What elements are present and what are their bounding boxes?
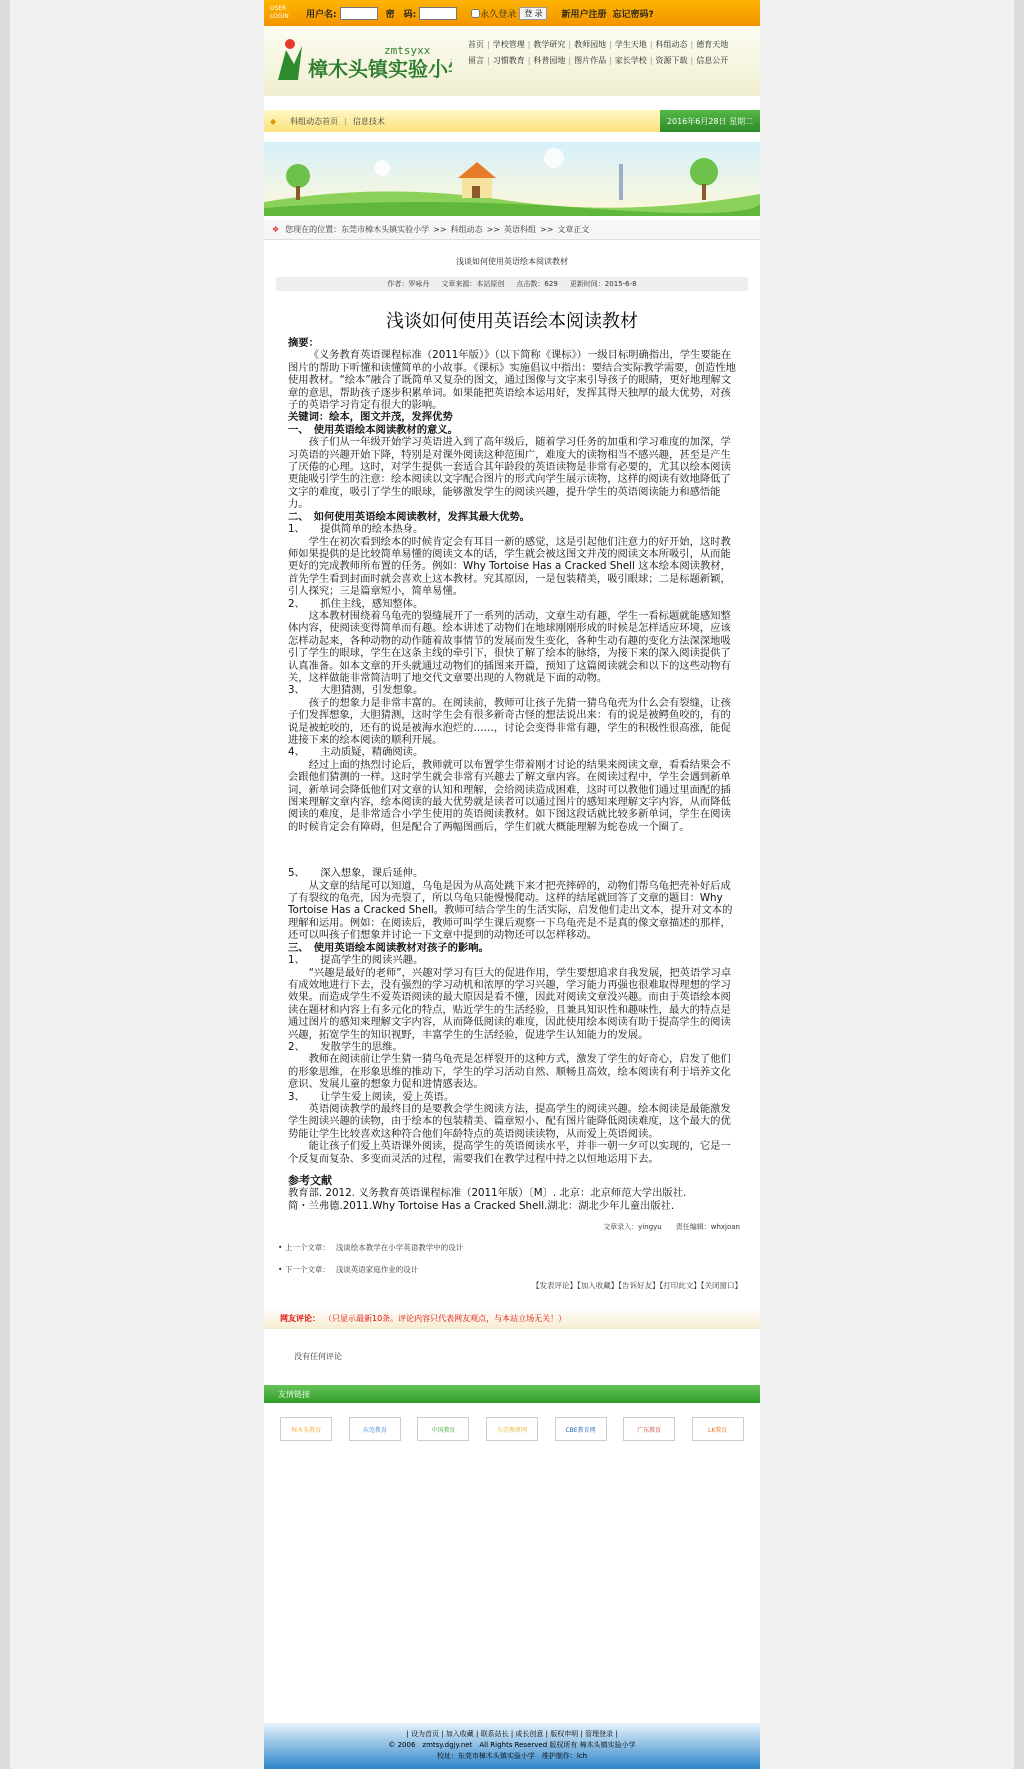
username-input[interactable] bbox=[340, 7, 378, 20]
nav-separator: | bbox=[527, 55, 531, 65]
left-page-edge bbox=[0, 0, 10, 1769]
nav-separator: | bbox=[487, 55, 490, 65]
username-label: 用户名: bbox=[306, 9, 337, 20]
separator: | bbox=[344, 116, 347, 126]
article-editor-info: 文章录入：yingyu 责任编辑：whxjoan bbox=[603, 1223, 740, 1232]
references-title: 参考文献 bbox=[288, 1174, 332, 1187]
section-2-3-paragraph: 孩子的想象力是非常丰富的。在阅读前，教师可让孩子先猜一猜乌龟壳为什么会有裂缝，让孩子们发挥想象，大胆猜测，这时学生会有很多新奇古怪的想法说出来：有的说是被鳄鱼咬的，有的说是被蛇咬的，还有的说是被海水泡烂的……，讨论会变得非常有趣，学生的积极性很高涨，能促进接下来的绘本阅读的顺利开展。 bbox=[288, 696, 731, 746]
breadcrumb-prefix: 您现在的位置： bbox=[285, 225, 342, 234]
friendly-link-logo[interactable]: LK教育 bbox=[692, 1417, 744, 1441]
breadcrumb-item-group-news[interactable]: 科组动态 bbox=[450, 225, 483, 234]
nav-item[interactable]: 科普园地 bbox=[533, 55, 566, 65]
nav-separator: | bbox=[568, 39, 572, 49]
section-2-4-title: 4、 主动质疑，精确阅读。 bbox=[288, 746, 424, 759]
footer-copyright: © 2006 zmtsy.dgjy.net All Rights Reserved 版权所有 樟木头镇实验小学 bbox=[388, 1741, 636, 1749]
date-display: 2016年6月28日 星期二 bbox=[660, 110, 760, 132]
friendly-link-logo[interactable]: 中国教育 bbox=[417, 1417, 469, 1441]
friendly-link-logo[interactable]: CBE教育网 bbox=[555, 1417, 607, 1441]
section-2-5-title: 5、 深入想象，课后延伸。 bbox=[288, 867, 424, 880]
remember-checkbox[interactable] bbox=[471, 9, 480, 18]
friendly-link-logo[interactable]: 东莞教育 bbox=[349, 1417, 401, 1441]
section-link-home[interactable]: 科组动态首页 bbox=[290, 116, 339, 126]
keywords: 关键词：绘本，图文并茂，发挥优势 bbox=[288, 411, 453, 424]
nav-item[interactable]: 资源下载 bbox=[655, 55, 688, 65]
article-mini-title: 浅谈如何使用英语绘本阅读教材 bbox=[456, 257, 568, 266]
footer-address: 校址：东莞市樟木头镇实验小学 维护制作：lch bbox=[436, 1752, 588, 1760]
reference-2: 简・兰弗德.2011.Why Tortoise Has a Cracked Shell.湖北：湖北少年儿童出版社. bbox=[288, 1199, 675, 1212]
section-2-2-paragraph: 这本教材围绕着乌龟壳的裂缝展开了一系列的活动，文章生动有趣，学生一看标题就能感知整体内容，使阅读变得简单而有趣。绘本讲述了动物们在地球刚刚形成的时候是怎样适应环境，应该怎样动起来，各种动物的动作随着故事情节的发展而发生变化，各种生动有趣的变化方法深深地吸引了学生的眼球，学生在这条主线的牵引下，很快了解了绘本的脉络，为接下来的深入阅读提供了认真准备。如本文章的开头就通过动物们的插图来开篇，预知了这篇阅读就会和以下的这些动物有关，这样做能非常简洁明了地交代文章要出现的人物就是下面的动物。 bbox=[288, 609, 731, 684]
footer-links[interactable]: | 设为首页 | 加入收藏 | 联系站长 | 成长创意 | 版权申明 | 管理登录 | bbox=[406, 1730, 618, 1738]
prev-article-label: 上一个文章： bbox=[284, 1242, 330, 1252]
section-2-1-paragraph: 学生在初次看到绘本的时候肯定会有耳目一新的感觉，这是引起他们注意力的好开始，这时教师如果提供的是比较简单易懂的阅读文本的话，学生就会被这图文并茂的阅读文本所吸引，从而能更好的完成教师所布置的任务。例如：Why Tortoise Has a Cracked Shell 这本绘本阅读教材，首先学生看到封面时就会喜欢上这本教材。究其原因，一是包装精美，吸引眼球；二是标题新颖，引人探究；三是篇章短小，简单易懂。 bbox=[288, 535, 731, 598]
section-2-3-title: 3、 大胆猜测，引发想象。 bbox=[288, 684, 424, 697]
section-3-2-title: 2、 发散学生的思维。 bbox=[288, 1040, 403, 1053]
nav-separator: | bbox=[487, 39, 490, 49]
banner-illustration bbox=[264, 142, 760, 216]
friendly-links bbox=[264, 1403, 760, 1455]
nav-item[interactable]: 信息公开 bbox=[696, 55, 729, 65]
article-updated: 更新时间：2015-6-8 bbox=[569, 280, 637, 288]
article-source: 文章来源：本站原创 bbox=[441, 280, 505, 288]
location-marker-icon: ❖ bbox=[272, 225, 280, 234]
section-1-paragraph: 孩子们从一年级开始学习英语进入到了高年级后，随着学习任务的加重和学习难度的加深，学习英语的兴趣开始下降，特别是对课外阅读这种范围广，难度大的读物相当不感兴趣，甚至是产生了厌倦的心理。这时，对学生提供一套适合其年龄段的英语读物是非常有必要的，尤其以绘本阅读更能吸引学生的注意：绘本阅读以文字配合图片的形式向学生展示读物，这样的阅读有效地降低了文字的难度，吸引了学生的眼球，能够激发学生的阅读兴趣，提升学生的英语阅读能力和感悟能力。 bbox=[288, 436, 731, 511]
nav-item[interactable]: 学校管理 bbox=[492, 39, 525, 49]
page-container bbox=[264, 0, 760, 1769]
login-button[interactable]: 登 录 bbox=[519, 7, 547, 20]
section-3-3-paragraph-2: 能让孩子们爱上英语课外阅读，提高学生的英语阅读水平，并非一朝一夕可以实现的，它是一个反复而复杂、多变而灵活的过程，需要我们在教学过程中持之以恒地运用下去。 bbox=[288, 1140, 731, 1165]
prev-article-link[interactable]: 浅谈绘本教学在小学英语教学中的设计 bbox=[335, 1242, 464, 1252]
section-3-2-paragraph: 教师在阅读前让学生猜一猜乌龟壳是怎样裂开的这种方式，激发了学生的好奇心，启发了他们的形象思维，在形象思维的推动下，学生的学习活动自然、顺畅且高效，绘本阅读有利于培养文化意识、发展儿童的想象力促和进情感表达。 bbox=[288, 1053, 731, 1091]
nav-item[interactable]: 科组动态 bbox=[655, 39, 688, 49]
forgot-password-link[interactable]: 忘记密码? bbox=[612, 9, 654, 20]
section-bar bbox=[264, 110, 760, 132]
prev-bullet-icon: • bbox=[278, 1242, 285, 1252]
article-title: 浅谈如何使用英语绘本阅读教材 bbox=[386, 311, 638, 332]
abstract-label: 摘要： bbox=[288, 337, 319, 349]
comments-label: 网友评论： bbox=[280, 1313, 320, 1323]
section-3-1-paragraph: “兴趣是最好的老师”，兴趣对学习有巨大的促进作用，学生要想追求自我发展，把英语学习卓有成效地进行下去，没有强烈的学习动机和浓厚的学习兴趣，学习能力再强也很难取得理想的学习效果。而造成学生不爱英语阅读的最大原因是看不懂，因此对阅读文章没兴趣。而由于英语绘本阅读在题材和内容上有多元化的特点，贴近学生的生活经验，且兼具知识性和趣味性，最大的特点是通过图片的感知来理解文字内容，从而降低阅读的难度，因此使用绘本阅读有助于提高学生的阅读兴趣，拓宽学生的知识视野，丰富学生的生活经验，促进学生认知能力的发展。 bbox=[288, 966, 732, 1041]
nav-separator: | bbox=[690, 55, 694, 65]
section-3-1-title: 1、 提高学生的阅读兴趣。 bbox=[288, 954, 424, 967]
nav-item[interactable]: 学生天地 bbox=[614, 39, 647, 49]
logo-graphic bbox=[272, 34, 452, 88]
section-2-1-title: 1、 提供简单的绘本热身。 bbox=[288, 523, 424, 536]
image-placeholder-gap bbox=[288, 833, 736, 867]
next-bullet-icon: • bbox=[278, 1264, 285, 1274]
site-header bbox=[264, 26, 760, 96]
nav-item[interactable]: 教学研究 bbox=[533, 39, 566, 49]
breadcrumb-item-english[interactable]: 英语科组 bbox=[503, 225, 536, 234]
friendly-link-logo[interactable]: 樟木头教育 bbox=[280, 1417, 332, 1441]
section-link-it[interactable]: 信息技术 bbox=[352, 116, 385, 126]
spacer bbox=[288, 1165, 736, 1175]
friendly-link-logo[interactable]: 广东教育 bbox=[623, 1417, 675, 1441]
section-2-2-title: 2、 抓住主线，感知整体。 bbox=[288, 597, 424, 610]
section-2-title: 二、 如何使用英语绘本阅读教材，发挥其最大优势。 bbox=[288, 510, 530, 523]
breadcrumb-separator: >> bbox=[539, 225, 554, 234]
site-footer bbox=[264, 1723, 760, 1769]
nav-item[interactable]: 德育天地 bbox=[696, 39, 729, 49]
remember-label: 永久登录 bbox=[480, 9, 517, 20]
reference-1: 教育部. 2012. 义务教育英语课程标准（2011年版）〔M〕. 北京：北京师范大学出版社. bbox=[288, 1187, 687, 1200]
breadcrumb-item-article: 文章正文 bbox=[557, 225, 590, 234]
nav-item[interactable]: 首页 bbox=[468, 39, 484, 49]
nav-item[interactable]: 家长学校 bbox=[614, 55, 647, 65]
comments-note: （只显示最新10条。评论内容只代表网友观点，与本站立场无关！） bbox=[324, 1313, 567, 1323]
article-author: 作者：罗咏丹 bbox=[387, 280, 430, 288]
section-3-3-paragraph-1: 英语阅读教学的最终目的是要教会学生阅读方法，提高学生的阅读兴趣。绘本阅读是最能激发学生阅读兴趣的读物，由于绘本的包装精美、篇章短小、配有图片能降低阅读难度，这个最大的优势能让学生比较喜欢这种符合他们年龄特点的英语阅读读物，从而爱上英语阅读。 bbox=[288, 1102, 731, 1140]
breadcrumb bbox=[264, 220, 760, 240]
next-article bbox=[278, 1258, 760, 1280]
next-article-link[interactable]: 浅谈英语家庭作业的设计 bbox=[335, 1264, 419, 1274]
next-article-label: 下一个文章： bbox=[284, 1264, 330, 1274]
nav-separator: | bbox=[609, 55, 612, 65]
right-page-edge bbox=[1014, 0, 1024, 1769]
nav-item[interactable]: 习惯教育 bbox=[492, 55, 525, 65]
prev-article bbox=[278, 1236, 760, 1258]
comments-empty: 没有任何评论 bbox=[294, 1352, 342, 1362]
section-2-5-paragraph: 从文章的结尾可以知道，乌龟是因为从高处跳下来才把壳摔碎的，动物们帮乌龟把壳补好后成了有裂纹的龟壳，因为壳裂了，所以乌龟只能慢慢爬动。这样的结尾就回答了文章的题目：Why Tortoise Has a Cracked Shell。教师可结合学生的生活实际，启发他们走出文本，提升对文本的理解和运用。例如：在阅读后，教师可叫学生课后观察一下乌龟壳是不是真的像文章描述的那样，还可以叫孩子们想象并讨论一下文章中提到的动物还可以怎样移动。 bbox=[288, 879, 733, 942]
comments-header bbox=[264, 1307, 760, 1329]
article-meta bbox=[276, 277, 748, 291]
section-2-4-paragraph: 经过上面的热烈讨论后，教师就可以布置学生带着刚才讨论的结果来阅读文章，看看结果会不会跟他们猜测的一样。这时学生就会非常有兴趣去了解文章内容。在阅读过程中，学生会遇到新单词，新单词会降低他们对文章的认知和理解，会给阅读造成困难，这时可以教他们通过里面配的插图来理解文章内容，绘本阅读的最大优势就是读者可以通过图片的感知来理解文字内容，从而降低阅读的难度，是非常适合小学生使用的英语阅读教材。如下图这段话就比较多新单词，学生在阅读的时候肯定会有障碍，但是配合了两幅图画后，学生们就大概能理解为蛇卷成一个圈了。 bbox=[288, 758, 731, 833]
breadcrumb-item-school[interactable]: 东莞市樟木头镇实验小学 bbox=[341, 225, 430, 234]
section-3-3-title: 3、 让学生爱上阅读，爱上英语。 bbox=[288, 1090, 455, 1103]
bullet-icon: ◆ bbox=[270, 116, 277, 126]
school-logo[interactable] bbox=[272, 34, 452, 88]
nav-row-1 bbox=[468, 36, 758, 52]
login-bar bbox=[264, 0, 760, 26]
banner-image bbox=[264, 142, 760, 216]
register-link[interactable]: 新用户注册 bbox=[561, 9, 607, 20]
nav-separator: | bbox=[649, 39, 653, 49]
nav-separator: | bbox=[690, 39, 694, 49]
nav-item[interactable]: 留言 bbox=[468, 55, 484, 65]
main-nav bbox=[468, 36, 758, 68]
section-1-title: 一、 使用英语绘本阅读教材的意义。 bbox=[288, 423, 458, 436]
abstract-text: 《义务教育英语课程标准（2011年版）》（以下简称《课标》）一级目标明确指出，学生要能在图片的帮助下听懂和读懂简单的小故事。《课标》实施倡议中指出：要结合实际教学需要，创造性地使用教材。“绘本”融合了既简单又复杂的图文，通过图像与文字来引导孩子的眼睛，更好地理解文章的意思，帮助孩子逐步积累单词。如果能把英语绘本运用好，发挥其得天独厚的最大优势，对孩子的英语学习肯定有很大的影响。 bbox=[288, 349, 736, 412]
password-label: 密 码: bbox=[385, 9, 417, 20]
friendly-link-logo[interactable]: 东莞教研网 bbox=[486, 1417, 538, 1441]
breadcrumb-separator: >> bbox=[433, 225, 447, 234]
article-hits: 点击数：629 bbox=[516, 280, 558, 288]
nav-item[interactable]: 图片作品 bbox=[574, 55, 607, 65]
nav-separator: | bbox=[609, 39, 612, 49]
nav-separator: | bbox=[527, 39, 531, 49]
nav-separator: | bbox=[649, 55, 653, 65]
nav-item[interactable]: 教师园地 bbox=[574, 39, 607, 49]
nav-separator: | bbox=[568, 55, 572, 65]
friendly-links-bar: 友情链接 bbox=[264, 1385, 760, 1403]
user-login-tag: USER LOGIN bbox=[270, 5, 289, 20]
section-3-title: 三、 使用英语绘本阅读教材对孩子的影响。 bbox=[288, 941, 489, 954]
logo-latin: zmtsyxx bbox=[384, 44, 431, 57]
nav-row-2 bbox=[468, 52, 758, 68]
article-actions[interactable]: 【发表评论】【加入收藏】【告诉好友】【打印此文】【关闭窗口】 bbox=[532, 1281, 742, 1291]
article-body bbox=[264, 333, 760, 1212]
password-input[interactable] bbox=[419, 7, 457, 20]
logo-text: 樟木头镇实验小学 bbox=[308, 57, 452, 81]
breadcrumb-separator: >> bbox=[486, 225, 500, 234]
